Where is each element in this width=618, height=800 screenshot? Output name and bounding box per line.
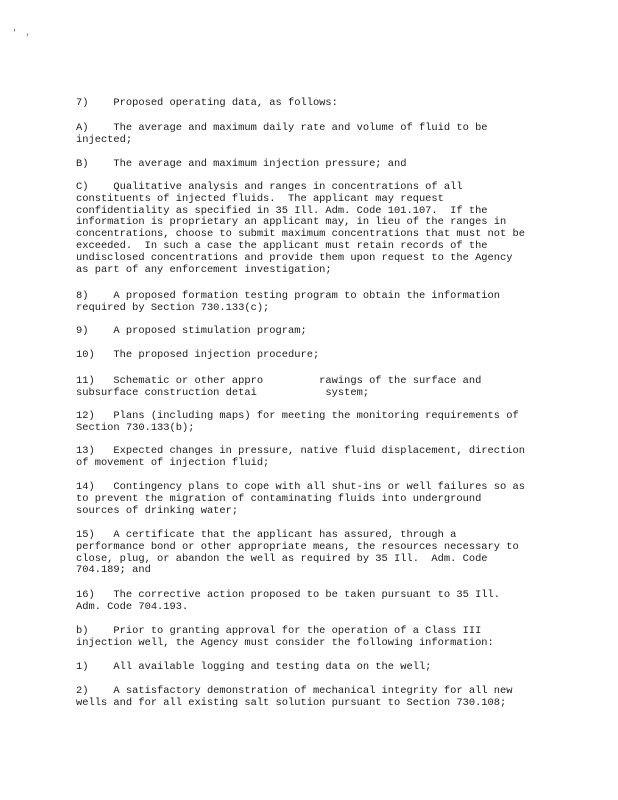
line: 11) Schematic or other appro rawings of the surface and <box>76 375 482 387</box>
line: constituents of injected fluids. The applicant may request <box>76 192 444 205</box>
line: close, plug, or abandon the well as required by 35 Ill. Adm. Code <box>76 552 488 565</box>
line: wells and for all existing salt solution pursuant to Section 730.108; <box>76 696 507 709</box>
line: 15) A certificate that the applicant has assured, through a <box>76 529 457 541</box>
paragraph-9 <box>76 326 546 338</box>
line: injected; <box>76 133 133 146</box>
line: sources of drinking water; <box>76 504 239 517</box>
line: 10) The proposed injection procedure; <box>76 349 320 361</box>
paragraph-C <box>76 182 546 276</box>
line: performance bond or other appropriate means, the resources necessary to <box>76 540 519 553</box>
paragraph-A <box>76 123 546 147</box>
paragraph-16 <box>76 590 546 614</box>
line: concentrations, choose to submit maximum concentrations that must not be <box>76 228 525 241</box>
paragraph-1 <box>76 662 546 674</box>
line: undisclosed concentrations and provide them upon request to the Agency <box>76 251 513 264</box>
line: information is proprietary an applicant may, in lieu of the ranges in <box>76 216 507 229</box>
paragraph-13 <box>76 446 546 470</box>
line: 8) A proposed formation testing program to obtain the information <box>76 290 501 302</box>
line: 1) All available logging and testing data on the well; <box>76 661 432 673</box>
line: exceeded. In such a case the applicant must retain records of the <box>76 239 488 252</box>
paragraph-7 <box>76 98 546 110</box>
line: subsurface construction detai system; <box>76 386 370 399</box>
line: as part of any enforcement investigation; <box>76 263 332 276</box>
line: required by Section 730.133(c); <box>76 301 270 314</box>
paragraph-b <box>76 626 546 650</box>
line: 9) A proposed stimulation program; <box>76 325 307 337</box>
paragraph-2 <box>76 686 546 710</box>
line: 2) A satisfactory demonstration of mechanical integrity for all new <box>76 685 513 697</box>
line: of movement of injection fluid; <box>76 456 270 469</box>
line: B) The average and maximum injection pressure; and <box>76 158 407 170</box>
paragraph-11 <box>76 376 546 400</box>
line: C) Qualitative analysis and ranges in concentrations of all <box>76 181 463 193</box>
corner-mark: ' , <box>12 29 33 38</box>
line: Adm. Code 704.193. <box>76 600 189 613</box>
line: 16) The corrective action proposed to be taken pursuant to 35 Ill. <box>76 589 501 601</box>
line: 704.189; and <box>76 564 151 577</box>
line: 12) Plans (including maps) for meeting the monitoring requirements of <box>76 410 519 422</box>
line: confidentiality as specified in 35 Ill. Adm. Code 101.107. If the <box>76 204 488 217</box>
line: 7) Proposed operating data, as follows: <box>76 97 338 109</box>
line: 14) Contingency plans to cope with all shut-ins or well failures so as <box>76 481 525 493</box>
paragraph-8 <box>76 291 546 315</box>
paragraph-15 <box>76 530 546 577</box>
line: A) The average and maximum daily rate and volume of fluid to be <box>76 122 488 134</box>
paragraph-10 <box>76 350 546 362</box>
paragraph-14 <box>76 482 546 517</box>
line: Section 730.133(b); <box>76 421 195 434</box>
line: to prevent the migration of contaminating fluids into underground <box>76 492 482 505</box>
line: b) Prior to granting approval for the operation of a Class III <box>76 625 482 637</box>
paragraph-12 <box>76 411 546 435</box>
paragraph-B <box>76 159 546 171</box>
line: 13) Expected changes in pressure, native fluid displacement, direction <box>76 445 525 457</box>
line: injection well, the Agency must consider the following information: <box>76 636 494 649</box>
